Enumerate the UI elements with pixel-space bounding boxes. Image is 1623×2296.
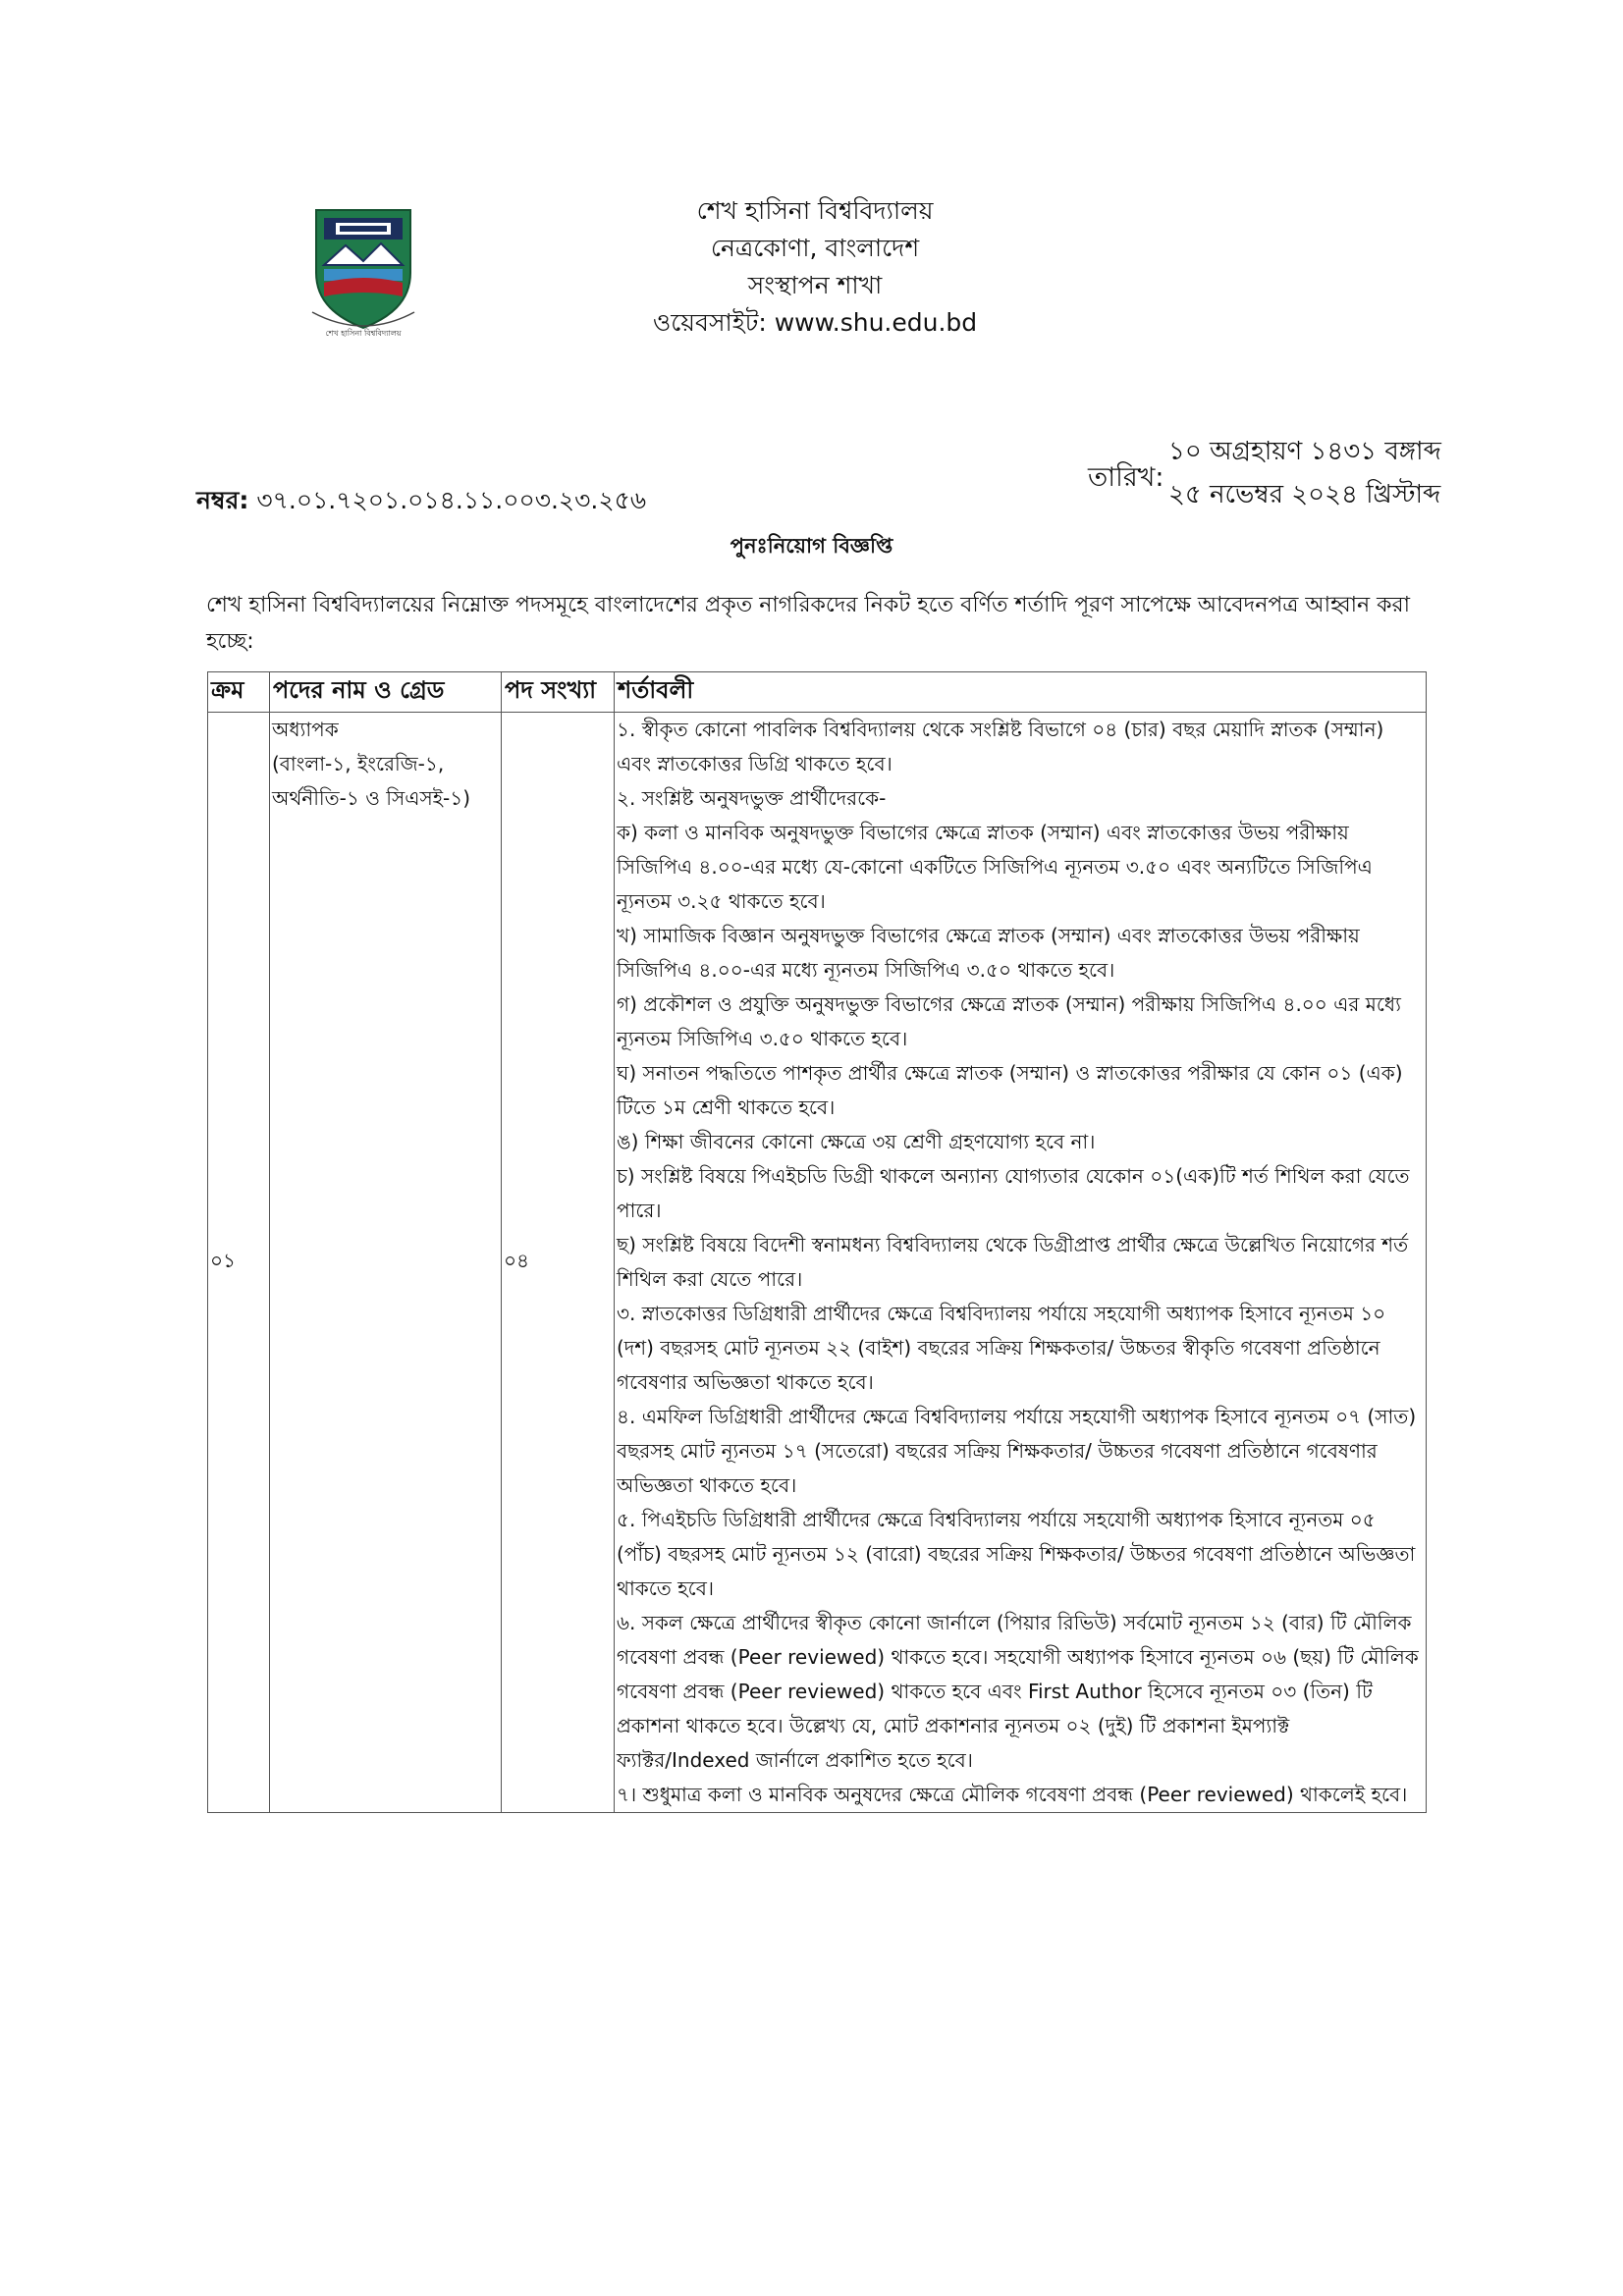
- cell-conditions: [615, 713, 1427, 1813]
- header-serial: ক্রম: [208, 672, 270, 713]
- date-english: ২৫ নভেম্বর ২০২৪ খ্রিস্টাব্দ: [1168, 480, 1441, 509]
- intro-paragraph: শেখ হাসিনা বিশ্ববিদ্যালয়ের নিম্নোক্ত পদসমূহে বাংলাদেশের প্রকৃত নাগরিকদের নিকট হতে বর্ণিত শর্তাদি পূরণ সাপেক্ষে আবেদনপত্র আহ্বান করা হচ্ছে:: [206, 593, 1410, 654]
- condition-item: ৬. সকল ক্ষেত্রে প্রার্থীদের স্বীকৃত কোনো জার্নালে (পিয়ার রিভিউ) সর্বমোট ন্যূনতম ১২ (বার) টি মৌলিক গবেষণা প্রবন্ধ (Peer reviewed) থাকতে হবে। সহযোগী অধ্যাপক হিসাবে ন্যূনতম ০৬ (ছয়) টি মৌলিক গবেষণা প্রবন্ধ (Peer reviewed) থাকতে হবে এবং First Author হিসেবে ন্যূনতম ০৩ (তিন) টি প্রকাশনা থাকতে হবে। উল্লেখ্য যে, মোট প্রকাশনার ন্যূনতম ০২ (দুই) টি প্রকাশনা ইমপ্যাক্ট ফ্যাক্টর/Indexed জার্নালে প্রকাশিত হতে হবে।: [617, 1611, 1419, 1772]
- section-name: সংস্থাপন শাখা: [747, 271, 883, 299]
- website-line: ওয়েবসাইট: www.shu.edu.bd: [652, 308, 978, 337]
- condition-item: গ) প্রকৌশল ও প্রযুক্তি অনুষদভুক্ত বিভাগের ক্ষেত্রে স্নাতক (সম্মান) পরীক্ষায় সিজিপিএ ৪.০০ এর মধ্যে ন্যূনতম সিজিপিএ ৩.৫০ থাকতে হবে।: [617, 992, 1401, 1050]
- table-row: [208, 713, 1427, 1813]
- university-logo: [310, 204, 416, 342]
- university-name: শেখ হাসিনা বিশ্ববিদ্যালয়: [696, 196, 934, 225]
- condition-item: ঙ) শিক্ষা জীবনের কোনো ক্ষেত্রে ৩য় শ্রেণী গ্রহণযোগ্য হবে না।: [617, 1130, 1096, 1153]
- condition-item: চ) সংশ্লিষ্ট বিষয়ে পিএইচডি ডিগ্রী থাকলে অন্যান্য যোগ্যতার যেকোন ০১(এক)টি শর্ত শিথিল করা যেতে পারে।: [617, 1164, 1410, 1222]
- condition-item: ৪. এমফিল ডিগ্রিধারী প্রার্থীদের ক্ষেত্রে বিশ্ববিদ্যালয় পর্যায়ে সহযোগী অধ্যাপক হিসাবে ন্যূনতম ০৭ (সাত) বছরসহ মোট ন্যূনতম ১৭ (সতেরো) বছরের সক্রিয় শিক্ষকতার/ উচ্চতর গবেষণা প্রতিষ্ঠানে গবেষণার অভিজ্ঞতা থাকতে হবে।: [617, 1405, 1417, 1497]
- condition-item: ক) কলা ও মানবিক অনুষদভুক্ত বিভাগের ক্ষেত্রে স্নাতক (সম্মান) এবং স্নাতকোত্তর উভয় পরীক্ষায় সিজিপিএ ৪.০০-এর মধ্যে যে-কোনো একটিতে সিজিপিএ ন্যূনতম ৩.৫০ এবং অন্যটিতে সিজিপিএ ন্যূনতম ৩.২৫ থাকতে হবে।: [617, 821, 1373, 913]
- date-bangla: ১০ অগ্রহায়ণ ১৪৩১ বঙ্গাব্দ: [1168, 437, 1441, 466]
- university-location: নেত্রকোণা, বাংলাদেশ: [710, 234, 920, 262]
- memo-value: ৩৭.০১.৭২০১.০১৪.১১.০০৩.২৩.২৫৬: [256, 486, 647, 514]
- memo-label: নম্বর:: [196, 486, 249, 514]
- posts-table: [207, 671, 1427, 1813]
- header-conditions: শর্তাবলী: [615, 672, 1427, 713]
- header-post-name: পদের নাম ও গ্রেড: [270, 672, 502, 713]
- date-label: তারিখ:: [1088, 462, 1164, 493]
- condition-item: ৭। শুধুমাত্র কলা ও মানবিক অনুষদের ক্ষেত্রে মৌলিক গবেষণা প্রবন্ধ (Peer reviewed) থাকলেই হবে।: [617, 1783, 1408, 1806]
- cell-post-name: [270, 713, 502, 1813]
- condition-item: ১. স্বীকৃত কোনো পাবলিক বিশ্ববিদ্যালয় থেকে সংশ্লিষ্ট বিভাগে ০৪ (চার) বছর মেয়াদি স্নাতক (সম্মান) এবং স্নাতকোত্তর ডিগ্রি থাকতে হবে।: [617, 718, 1384, 775]
- memo-number: [196, 481, 646, 523]
- post-detail: (বাংলা-১, ইংরেজি-১, অর্থনীতি-১ ও সিএসই-১): [272, 752, 471, 810]
- condition-item: ৫. পিএইচডি ডিগ্রিধারী প্রার্থীদের ক্ষেত্রে বিশ্ববিদ্যালয় পর্যায়ে সহযোগী অধ্যাপক হিসাবে ন্যূনতম ০৫ (পাঁচ) বছরসহ মোট ন্যূনতম ১২ (বারো) বছরের সক্রিয় শিক্ষকতার/ উচ্চতর গবেষণা প্রতিষ্ঠানে অভিজ্ঞতা থাকতে হবে।: [617, 1508, 1416, 1600]
- date-block: [1168, 430, 1441, 516]
- cell-post-count: ০৪: [502, 713, 615, 1813]
- condition-item: ঘ) সনাতন পদ্ধতিতে পাশকৃত প্রার্থীর ক্ষেত্রে স্নাতক (সম্মান) ও স্নাতকোত্তর পরীক্ষার যে কোন ০১ (এক) টিতে ১ম শ্রেণী থাকতে হবে।: [617, 1061, 1403, 1119]
- logo-caption: শেখ হাসিনা বিশ্ববিদ্যালয়: [325, 329, 402, 338]
- condition-item: ২. সংশ্লিষ্ট অনুষদভুক্ত প্রার্থীদেরকে-: [617, 786, 887, 810]
- notice-title: পুনঃনিয়োগ বিজ্ঞপ্তি: [730, 534, 893, 558]
- conditions-list: [617, 713, 1424, 1812]
- condition-item: ছ) সংশ্লিষ্ট বিষয়ে বিদেশী স্বনামধন্য বিশ্ববিদ্যালয় থেকে ডিগ্রীপ্রাপ্ত প্রার্থীর ক্ষেত্রে উল্লেখিত নিয়োগের শর্ত শিথিল করা যেতে পারে।: [617, 1233, 1409, 1291]
- condition-item: খ) সামাজিক বিজ্ঞান অনুষদভুক্ত বিভাগের ক্ষেত্রে স্নাতক (সম্মান) এবং স্নাতকোত্তর উভয় পরীক্ষায় সিজিপিএ ৪.০০-এর মধ্যে ন্যূনতম সিজিপিএ ৩.৫০ থাকতে হবে।: [617, 924, 1360, 982]
- cell-serial: ০১: [208, 713, 270, 1813]
- header-post-count: পদ সংখ্যা: [502, 672, 615, 713]
- letterhead: [550, 192, 1080, 342]
- post-title: অধ্যাপক: [272, 718, 339, 741]
- condition-item: ৩. স্নাতকোত্তর ডিগ্রিধারী প্রার্থীদের ক্ষেত্রে বিশ্ববিদ্যালয় পর্যায়ে সহযোগী অধ্যাপক হিসাবে ন্যূনতম ১০ (দশ) বছরসহ মোট ন্যূনতম ২২ (বাইশ) বছরের সক্রিয় শিক্ষকতার/ উচ্চতর স্বীকৃতি গবেষণা প্রতিষ্ঠানে গবেষণার অভিজ্ঞতা থাকতে হবে।: [617, 1302, 1386, 1394]
- table-header-row: [208, 672, 1427, 713]
